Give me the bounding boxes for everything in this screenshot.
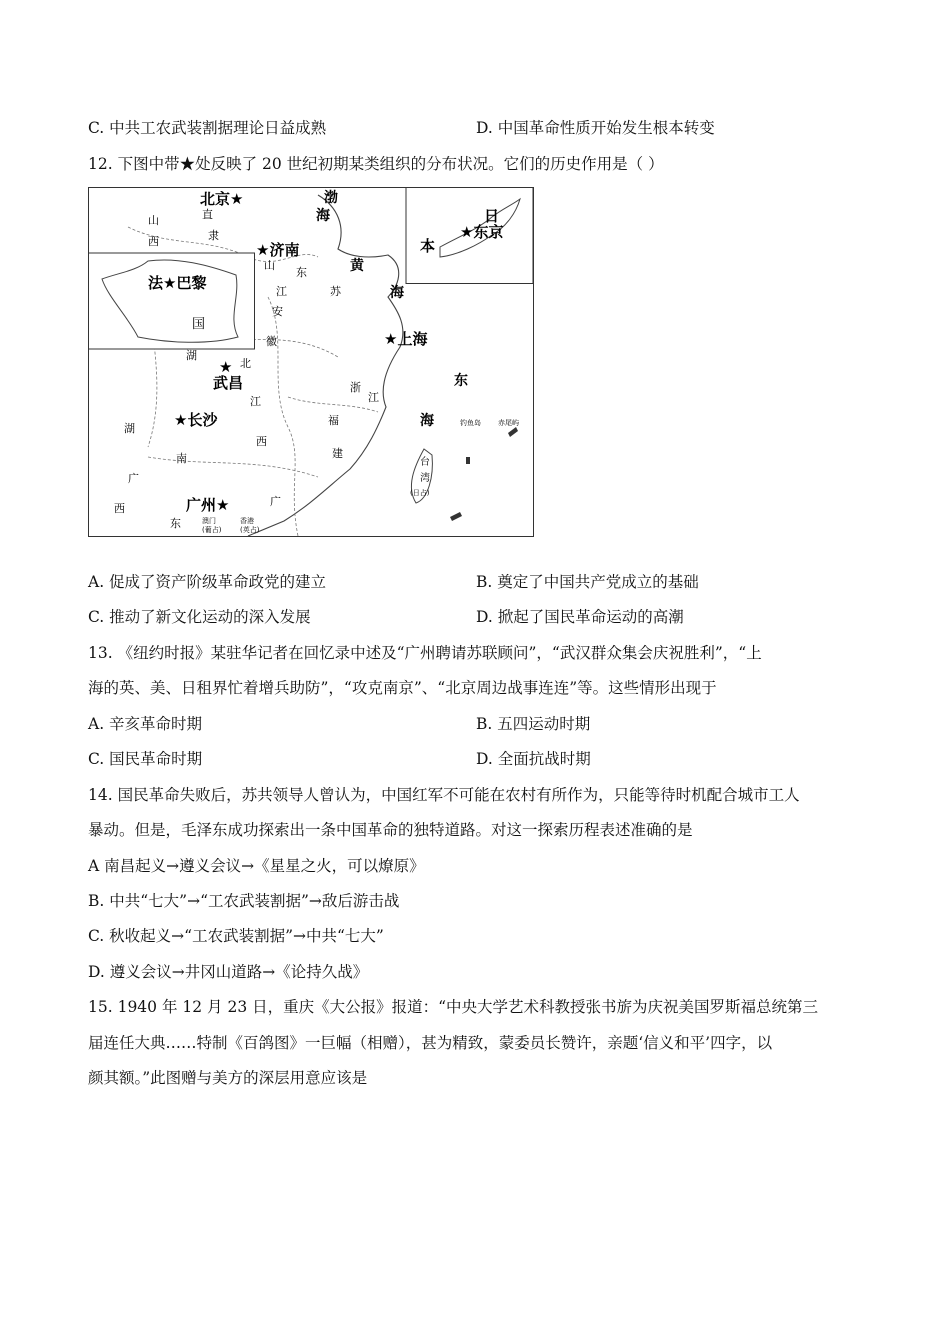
map-city-paris: 法★巴黎 bbox=[148, 274, 207, 292]
q11-option-d: D. 中国革命性质开始发生根本转变 bbox=[476, 119, 715, 137]
q13-option-d: D. 全面抗战时期 bbox=[476, 750, 591, 768]
q14-line-1: 14. 国民革命失败后，苏共领导人曾认为，中国红军不可能在农村有所作为，只能等待时机配合城市工人 bbox=[88, 786, 800, 804]
map-city-beijing: 北京★ bbox=[200, 190, 244, 208]
q13-option-c: C. 国民革命时期 bbox=[88, 750, 203, 768]
map-prov: 北 bbox=[240, 357, 251, 370]
map-prov: 徽 bbox=[266, 335, 277, 348]
map-prov: 江 bbox=[250, 395, 261, 408]
q13-line-2: 海的英、美、日租界忙着增兵助防”，“攻克南京”、“北京周边战事连连”等。这些情形出现于 bbox=[88, 679, 717, 697]
q14-option-b: B. 中共“七大”→“工农武装割据”→敌后游击战 bbox=[88, 892, 400, 910]
map-island-diaoyu: 钓鱼岛 bbox=[460, 419, 481, 427]
map-note-hk-sub: (英占) bbox=[240, 526, 260, 534]
map-prov: 福 bbox=[328, 414, 339, 427]
map-star-wuchang: ★ bbox=[219, 358, 233, 376]
map-prov: 浙 bbox=[350, 381, 361, 394]
q14-line-2: 暴动。但是，毛泽东成功探索出一条中国革命的独特道路。对这一探索历程表述准确的是 bbox=[88, 821, 693, 839]
q15-line-3: 颜其额。”此图赠与美方的深层用意应该是 bbox=[88, 1069, 368, 1087]
map-prov: 广 bbox=[128, 472, 139, 485]
map-prov: 山 bbox=[148, 214, 159, 227]
map-note-taiwan: (日占) bbox=[410, 489, 430, 497]
map-note-macau: 澳门 bbox=[202, 517, 216, 525]
map-prov: 直 bbox=[202, 208, 213, 221]
q13-option-b: B. 五四运动时期 bbox=[476, 715, 591, 733]
map-sea: 渤 bbox=[324, 190, 338, 206]
map-city-wuchang: 武昌 bbox=[213, 374, 244, 392]
q15-line-1: 15. 1940 年 12 月 23 日，重庆《大公报》报道：“中央大学艺术科教授张书旂为庆祝美国罗斯福总统第三 bbox=[88, 998, 819, 1016]
q14-option-c: C. 秋收起义→“工农武装割据”→中共“七大” bbox=[88, 927, 384, 945]
map-sea: 海 bbox=[316, 208, 330, 224]
map-prov: 湖 bbox=[124, 422, 135, 435]
map-prov: 西 bbox=[114, 502, 125, 515]
map-prov: 东 bbox=[170, 517, 181, 530]
map-city-guangzhou: 广州★ bbox=[186, 496, 230, 514]
map-note-hk: 香港 bbox=[240, 517, 254, 525]
map-city-shanghai: ★上海 bbox=[384, 330, 428, 348]
map-prov: 湖 bbox=[186, 349, 197, 362]
history-map bbox=[88, 187, 534, 537]
q12-option-a: A. 促成了资产阶级革命政党的建立 bbox=[88, 573, 327, 591]
map-sea: 海 bbox=[420, 413, 434, 429]
q14-option-a: A 南昌起义→遵义会议→《星星之火，可以燎原》 bbox=[88, 857, 425, 875]
map-prov: 西 bbox=[256, 435, 267, 448]
map-label-taiwan-2: 湾 bbox=[420, 473, 430, 484]
map-city-tokyo: ★东京 bbox=[460, 223, 504, 241]
map-prov: 广 bbox=[270, 495, 281, 508]
q11-option-c: C. 中共工农武装割据理论日益成熟 bbox=[88, 119, 327, 137]
map-prov: 西 bbox=[148, 235, 159, 248]
q12-stem: 12. 下图中带★处反映了 20 世纪初期某类组织的分布状况。它们的历史作用是（ ） bbox=[88, 155, 664, 173]
map-label-france: 国 bbox=[192, 317, 206, 332]
map-prov: 江 bbox=[276, 285, 287, 298]
map-city-changsha: ★长沙 bbox=[174, 411, 218, 429]
q12-option-d: D. 掀起了国民革命运动的高潮 bbox=[476, 608, 684, 626]
map-prov: 山 bbox=[264, 259, 275, 272]
map-island-chiwei: 赤尾屿 bbox=[498, 419, 519, 427]
map-prov: 隶 bbox=[208, 229, 219, 242]
map-label-japan-1: 日 bbox=[484, 207, 500, 225]
map-prov: 建 bbox=[332, 447, 343, 460]
q15-line-2: 届连任大典……特制《百鸽图》一巨幅（相赠），甚为精致，蒙委员长赞许，亲题‘信义和平’四字，以 bbox=[88, 1034, 773, 1052]
q12-option-c: C. 推动了新文化运动的深入发展 bbox=[88, 608, 311, 626]
map-sea: 东 bbox=[454, 373, 468, 389]
q12-option-b: B. 奠定了中国共产党成立的基础 bbox=[476, 573, 699, 591]
q13-option-a: A. 辛亥革命时期 bbox=[88, 715, 203, 733]
q14-option-d: D. 遵义会议→井冈山道路→《论持久战》 bbox=[88, 963, 369, 981]
map-prov: 东 bbox=[296, 266, 307, 279]
map-label-japan-2: 本 bbox=[420, 237, 436, 255]
map-prov: 安 bbox=[272, 305, 283, 318]
map-label-taiwan-1: 台 bbox=[420, 457, 430, 468]
map-sea: 黄 bbox=[350, 258, 364, 274]
map-prov: 南 bbox=[176, 452, 187, 465]
map-sea: 海 bbox=[390, 285, 404, 301]
map-city-jinan: ★济南 bbox=[256, 241, 300, 259]
q13-line-1: 13. 《纽约时报》某驻华记者在回忆录中述及“广州聘请苏联顾问”，“武汉群众集会庆祝胜利”，“上 bbox=[88, 644, 762, 662]
map-note-macau-sub: (葡占) bbox=[202, 526, 222, 534]
map-prov: 苏 bbox=[330, 285, 341, 298]
map-prov: 江 bbox=[368, 391, 379, 404]
